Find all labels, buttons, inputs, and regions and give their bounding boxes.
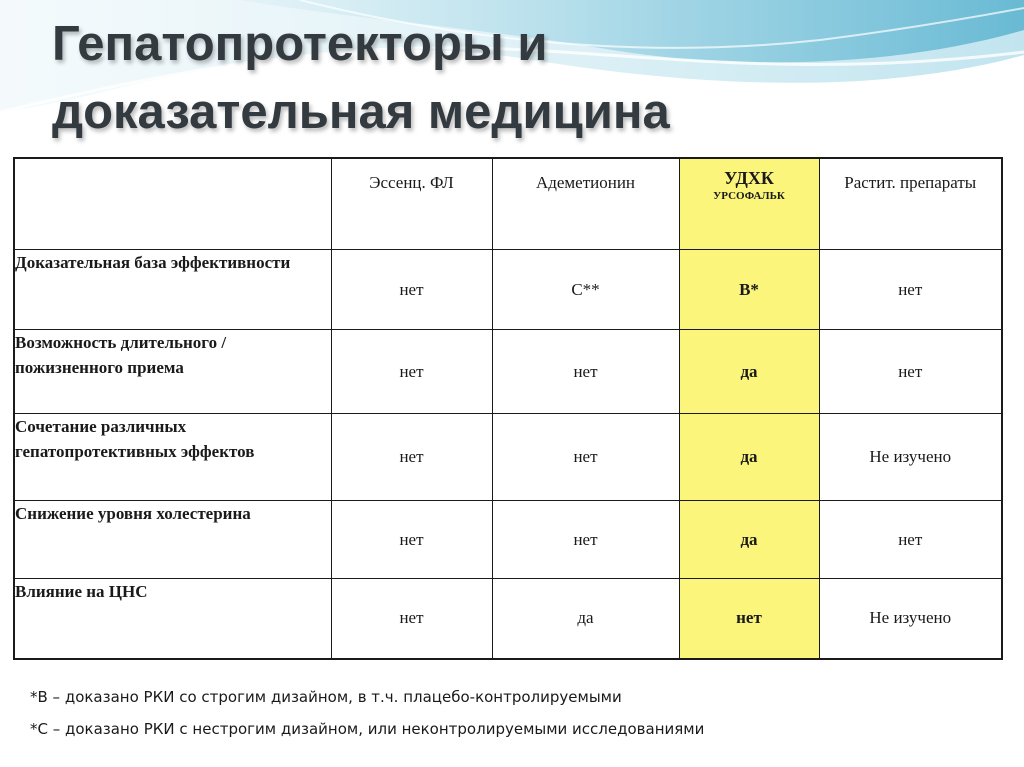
cell-value-highlighted: да <box>679 414 819 501</box>
cell-value-highlighted: да <box>679 501 819 579</box>
table-header-row <box>14 158 1002 250</box>
row-label: Сочетание различных гепатопротективных эффектов <box>14 414 331 501</box>
cell-value-highlighted: В* <box>679 250 819 330</box>
col-header-udca <box>679 158 819 250</box>
col-header-essential-phospholipids: Эссенц. ФЛ <box>331 158 492 250</box>
col-header-udca-sublabel: УРСОФАЛЬК <box>713 190 785 202</box>
cell-value: нет <box>331 330 492 414</box>
row-label: Возможность длительного / пожизненного приема <box>14 330 331 414</box>
col-header-ademetionine: Адеметионин <box>492 158 679 250</box>
slide-title <box>52 10 670 146</box>
cell-value: нет <box>331 414 492 501</box>
cell-value-highlighted: нет <box>679 579 819 659</box>
col-header-herbal-preparations: Растит. препараты <box>819 158 1002 250</box>
table-row <box>14 330 1002 414</box>
comparison-table <box>13 157 1003 660</box>
table-row <box>14 250 1002 330</box>
footnote-c: *С – доказано РКИ с нестрогим дизайном, или неконтролируемыми исследованиями <box>30 720 705 738</box>
row-label: Доказательная база эффективности <box>14 250 331 330</box>
col-header-udca-label: УДХК <box>724 168 774 188</box>
cell-value: нет <box>331 501 492 579</box>
cell-value: нет <box>819 501 1002 579</box>
cell-value: нет <box>331 579 492 659</box>
slide-title-line-2: доказательная медицина <box>52 85 670 139</box>
footnote-b: *В – доказано РКИ со строгим дизайном, в т.ч. плацебо-контролируемыми <box>30 688 622 706</box>
row-label: Снижение уровня холестерина <box>14 501 331 579</box>
cell-value: нет <box>492 330 679 414</box>
cell-value: нет <box>492 414 679 501</box>
cell-value: да <box>492 579 679 659</box>
cell-value: нет <box>819 330 1002 414</box>
table-row <box>14 414 1002 501</box>
row-label: Влияние на ЦНС <box>14 579 331 659</box>
table-row <box>14 501 1002 579</box>
cell-value: нет <box>492 501 679 579</box>
cell-value: Не изучено <box>819 414 1002 501</box>
table-row <box>14 579 1002 659</box>
cell-value: нет <box>819 250 1002 330</box>
cell-value-highlighted: да <box>679 330 819 414</box>
slide-title-line-1: Гепатопротекторы и <box>52 17 548 71</box>
cell-value: нет <box>331 250 492 330</box>
cell-value: С** <box>492 250 679 330</box>
footnotes <box>30 688 704 752</box>
cell-value: Не изучено <box>819 579 1002 659</box>
corner-cell <box>14 158 331 250</box>
